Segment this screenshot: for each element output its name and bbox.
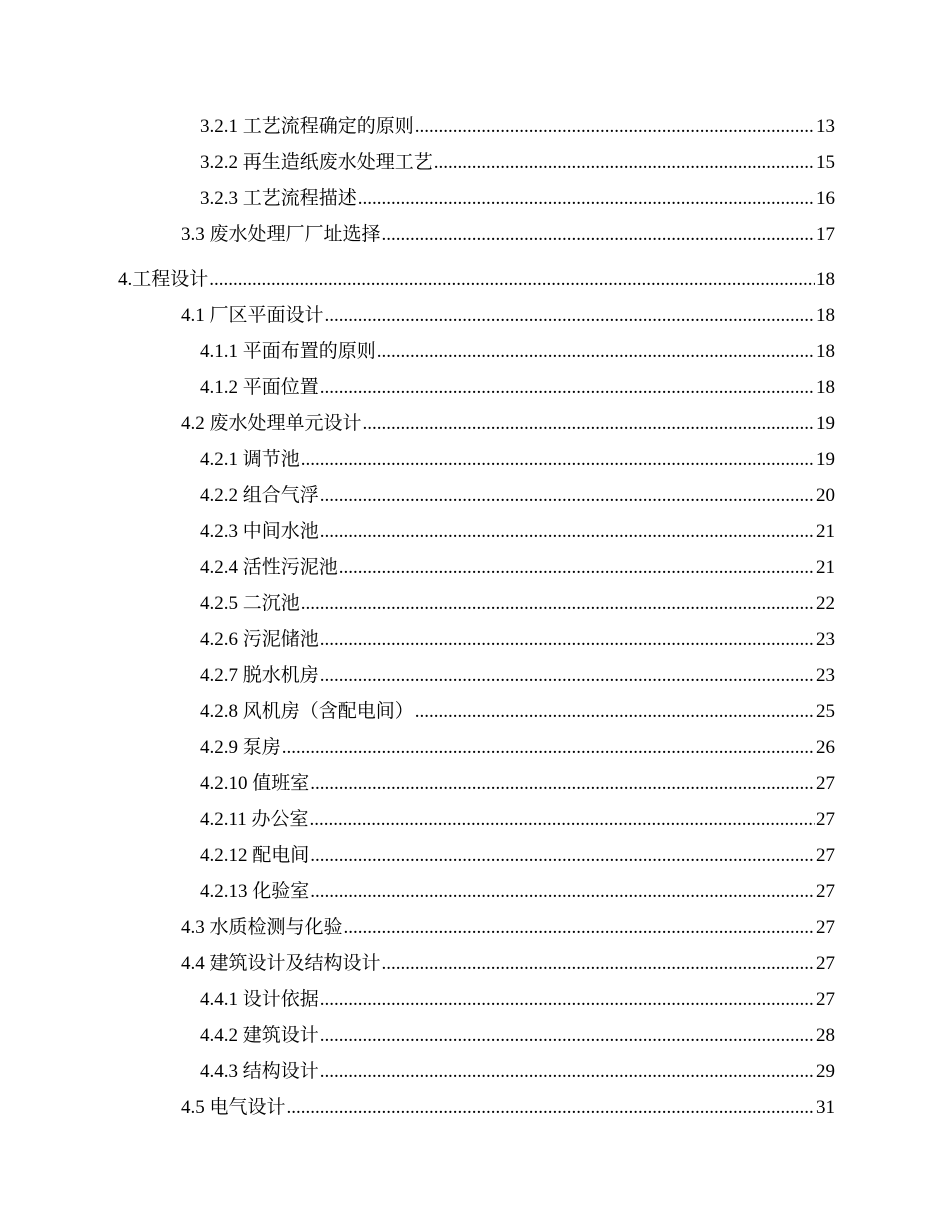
toc-page-number: 27: [816, 953, 835, 974]
toc-entry[interactable]: [0, 1090, 950, 1126]
toc-page-number: 23: [816, 665, 835, 686]
toc-page-number: 27: [816, 809, 835, 830]
toc-entry-title: 4.4 建筑设计及结构设计: [181, 953, 381, 974]
toc-entry[interactable]: [0, 910, 950, 946]
toc-entry[interactable]: [0, 694, 950, 730]
toc-entry-title: 4.4.2 建筑设计: [200, 1025, 319, 1046]
toc-dot-leader: [415, 109, 815, 145]
toc-dot-leader: [301, 442, 815, 478]
toc-dot-leader: [282, 730, 815, 766]
toc-page-number: 25: [816, 701, 835, 722]
toc-entry-title: 4.2.6 污泥储池: [200, 629, 319, 650]
toc-dot-leader: [301, 586, 815, 622]
toc-page-number: 20: [816, 485, 835, 506]
toc-page-number: 16: [816, 188, 835, 209]
toc-entry-title: 4.2.2 组合气浮: [200, 485, 319, 506]
toc-dot-leader: [310, 766, 815, 802]
toc-entry[interactable]: [0, 1018, 950, 1054]
toc-entry-title: 4.2.7 脱水机房: [200, 665, 319, 686]
toc-dot-leader: [320, 658, 815, 694]
toc-dot-leader: [434, 145, 815, 181]
toc-dot-leader: [382, 217, 815, 253]
toc-entry-title: 4.2.13 化验室: [200, 881, 310, 902]
toc-entry[interactable]: [0, 478, 950, 514]
toc-page-number: 31: [816, 1097, 835, 1118]
toc-entry-title: 3.3 废水处理厂厂址选择: [181, 224, 381, 245]
toc-page-number: 15: [816, 152, 835, 173]
toc-page-number: 22: [816, 593, 835, 614]
toc-entry-title: 4.2 废水处理单元设计: [181, 413, 362, 434]
toc-dot-leader: [320, 514, 815, 550]
toc-entry-title: 4.1 厂区平面设计: [181, 305, 324, 326]
toc-dot-leader: [209, 262, 815, 298]
toc-dot-leader: [320, 1018, 815, 1054]
toc-dot-leader: [363, 406, 815, 442]
toc-dot-leader: [310, 874, 815, 910]
toc-dot-leader: [339, 550, 815, 586]
toc-dot-leader: [325, 298, 815, 334]
toc-entry-title: 4.4.1 设计依据: [200, 989, 319, 1010]
toc-dot-leader: [320, 622, 815, 658]
toc-dot-leader: [344, 910, 815, 946]
toc-page-number: 21: [816, 521, 835, 542]
toc-entry-title: 4.2.10 值班室: [200, 773, 310, 794]
toc-page-number: 27: [816, 917, 835, 938]
toc-page-number: 18: [816, 269, 835, 290]
toc-entry-title: 4.3 水质检测与化验: [181, 917, 343, 938]
toc-entry[interactable]: [0, 370, 950, 406]
toc-entry-title: 3.2.2 再生造纸废水处理工艺: [200, 152, 433, 173]
toc-entry-title: 4.2.5 二沉池: [200, 593, 300, 614]
toc-entry[interactable]: [0, 658, 950, 694]
toc-entry-title: 4.2.9 泵房: [200, 737, 281, 758]
toc-entry[interactable]: [0, 109, 950, 145]
toc-page-number: 19: [816, 413, 835, 434]
toc-entry[interactable]: [0, 298, 950, 334]
toc-dot-leader: [415, 694, 815, 730]
toc-entry[interactable]: [0, 622, 950, 658]
toc-page-number: 13: [816, 116, 835, 137]
toc-entry-title: 3.2.3 工艺流程描述: [200, 188, 357, 209]
toc-dot-leader: [310, 802, 815, 838]
toc-entry-title: 3.2.1 工艺流程确定的原则: [200, 116, 414, 137]
toc-entry[interactable]: [0, 874, 950, 910]
toc-entry-title: 4.2.3 中间水池: [200, 521, 319, 542]
toc-entry[interactable]: [0, 181, 950, 217]
toc-page-number: 27: [816, 989, 835, 1010]
toc-page-number: 17: [816, 224, 835, 245]
toc-entry-title: 4.2.4 活性污泥池: [200, 557, 338, 578]
toc-dot-leader: [320, 982, 815, 1018]
toc-entry[interactable]: [0, 514, 950, 550]
toc-entry-title: 4.1.2 平面位置: [200, 377, 319, 398]
toc-entry-title: 4.2.12 配电间: [200, 845, 310, 866]
toc-entry[interactable]: [0, 766, 950, 802]
toc-entry[interactable]: [0, 334, 950, 370]
toc-page-number: 28: [816, 1025, 835, 1046]
toc-dot-leader: [320, 370, 815, 406]
toc-page-number: 29: [816, 1061, 835, 1082]
toc-entry[interactable]: [0, 586, 950, 622]
toc-page-number: 23: [816, 629, 835, 650]
toc-page-number: 18: [816, 377, 835, 398]
toc-dot-leader: [377, 334, 815, 370]
toc-dot-leader: [287, 1090, 815, 1126]
toc-entry-title: 4.1.1 平面布置的原则: [200, 341, 376, 362]
toc-entry[interactable]: [0, 262, 950, 298]
toc-page-number: 21: [816, 557, 835, 578]
toc-page-number: 26: [816, 737, 835, 758]
toc-page-number: 18: [816, 305, 835, 326]
toc-entry-title: 4.2.1 调节池: [200, 449, 300, 470]
toc-entry[interactable]: [0, 550, 950, 586]
toc-entry[interactable]: [0, 406, 950, 442]
toc-entry[interactable]: [0, 946, 950, 982]
toc-entry-title: 4.工程设计: [118, 269, 209, 290]
toc-page-number: 19: [816, 449, 835, 470]
toc-entry[interactable]: [0, 1054, 950, 1090]
toc-page-number: 27: [816, 845, 835, 866]
toc-dot-leader: [310, 838, 815, 874]
toc-dot-leader: [382, 946, 815, 982]
toc-page-number: 27: [816, 881, 835, 902]
toc-dot-leader: [320, 1054, 815, 1090]
toc-entry[interactable]: [0, 442, 950, 478]
toc-entry[interactable]: [0, 982, 950, 1018]
toc-entry[interactable]: [0, 730, 950, 766]
toc-dot-leader: [358, 181, 815, 217]
toc-dot-leader: [320, 478, 815, 514]
table-of-contents: [0, 109, 950, 1126]
toc-entry[interactable]: [0, 802, 950, 838]
toc-entry-title: 4.2.8 风机房（含配电间）: [200, 701, 414, 722]
toc-page-number: 27: [816, 773, 835, 794]
toc-entry[interactable]: [0, 145, 950, 181]
toc-entry-title: 4.4.3 结构设计: [200, 1061, 319, 1082]
toc-entry-title: 4.5 电气设计: [181, 1097, 286, 1118]
toc-page-number: 18: [816, 341, 835, 362]
toc-entry[interactable]: [0, 217, 950, 253]
toc-entry-title: 4.2.11 办公室: [200, 809, 309, 830]
toc-entry[interactable]: [0, 838, 950, 874]
